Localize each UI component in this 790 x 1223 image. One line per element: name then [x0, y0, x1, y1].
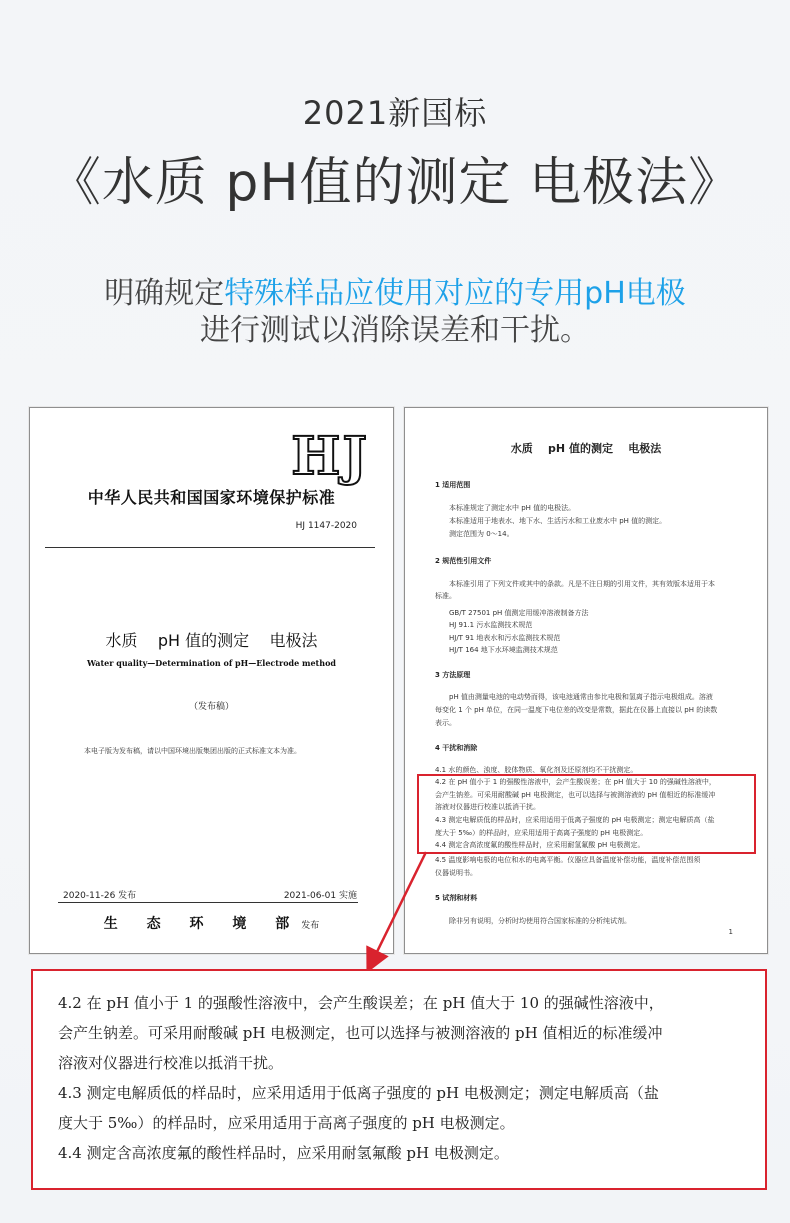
- publish-date: 2020-11-26 发布: [63, 891, 137, 901]
- hj-logo: HJ: [291, 426, 369, 487]
- text-line: 4.5 温度影响电极的电位和水的电离平衡。仪器应具备温度补偿功能，温度补偿范围须: [435, 856, 701, 864]
- standard-cover-page: [29, 407, 394, 954]
- authority-suffix: 发布: [301, 921, 320, 931]
- effective-date: 2021-06-01 实施: [283, 891, 357, 901]
- description-highlight: 特殊样品应使用对应的专用pH电极: [224, 276, 686, 311]
- text-line: 本标准适用于地表水、地下水、生活污水和工业废水中 pH 值的测定。: [449, 517, 667, 525]
- text-line: 仪器说明书。: [435, 869, 477, 877]
- section-heading: 2 规范性引用文件: [435, 557, 492, 565]
- page-title: 《水质 pH值的测定 电极法》: [48, 153, 742, 213]
- subtitle: 2021新国标: [302, 94, 488, 132]
- standard-inner-page: [404, 407, 768, 954]
- text-line: 4.4 测定含高浓度氟的酸性样品时，应采用耐氢氟酸 pH 电极测定。: [435, 841, 645, 849]
- text-line: 4.2 在 pH 值小于 1 的强酸性溶液中，会产生酸误差；在 pH 值大于 10 的强碱性溶液中，: [435, 778, 716, 786]
- text-line: 除非另有说明，分析时均使用符合国家标准的分析纯试剂。: [449, 917, 631, 925]
- cover-divider-bottom: [58, 902, 358, 903]
- standard-code: HJ 1147-2020: [295, 521, 357, 531]
- text-line: 4.3 测定电解质低的样品时，应采用适用于低离子强度的 pH 电极测定；测定电解质高（盐: [435, 816, 715, 824]
- text-line: 表示。: [435, 719, 456, 727]
- text-line: 测定范围为 0～14。: [449, 530, 514, 538]
- section-heading: 4 干扰和消除: [435, 744, 478, 752]
- text-line: pH 值由测量电池的电动势而得，该电池通常由参比电极和氢离子指示电极组成。溶液: [449, 693, 713, 701]
- description-line-2: 进行测试以消除误差和干扰。: [200, 313, 590, 348]
- authority-name: 生 态 环 境 部: [103, 916, 302, 932]
- page-number: 1: [728, 928, 733, 936]
- section-heading: 3 方法原理: [435, 671, 471, 679]
- text-line: HJ/T 91 地表水和污水监测技术规范: [449, 634, 561, 642]
- text-line: 标准。: [435, 592, 456, 600]
- text-line: 每变化 1 个 pH 单位，在同一温度下电位差的改变是常数，据此在仪器上直接以 pH 的读数: [435, 706, 718, 714]
- text-line: 溶液对仪器进行校准以抵消干扰。: [435, 803, 540, 811]
- excerpt-line: 会产生钠差。可采用耐酸碱 pH 电极测定，也可以选择与被测溶液的 pH 值相近的标准缓冲: [58, 1024, 663, 1042]
- description-prefix: 明确规定: [104, 276, 225, 311]
- text-line: 会产生钠差。可采用耐酸碱 pH 电极测定，也可以选择与被测溶液的 pH 值相近的标准缓冲: [435, 791, 716, 799]
- cover-title: 水质 pH 值的测定 电极法: [105, 631, 318, 650]
- text-line: GB/T 27501 pH 值测定用缓冲溶液制备方法: [449, 609, 589, 617]
- text-line: 本标准规定了测定水中 pH 值的电极法。: [449, 504, 576, 512]
- text-line: 度大于 5‰）的样品时，应采用适用于高离子强度的 pH 电极测定。: [435, 829, 648, 837]
- cover-divider: [45, 547, 375, 548]
- highlight-box: [417, 774, 756, 854]
- cover-authority: [30, 913, 393, 933]
- text-line: HJ 91.1 污水监测技术规范: [449, 621, 533, 629]
- inner-page-title: 水质 pH 值的测定 电极法: [510, 442, 662, 455]
- cover-title-english: Water quality—Determination of pH—Electrode method: [87, 658, 336, 668]
- cover-draft-label: （发布稿）: [188, 702, 234, 712]
- cover-note: 本电子版为发布稿，请以中国环境出版集团出版的正式标准文本为准。: [84, 747, 301, 755]
- excerpt-line: 4.2 在 pH 值小于 1 的强酸性溶液中，会产生酸误差；在 pH 值大于 10 的强碱性溶液中，: [58, 994, 664, 1012]
- text-line: HJ/T 164 地下水环境监测技术规范: [449, 646, 558, 654]
- text-line: 4.1 水的颜色、浊度、胶体物质、氧化剂及还原剂均不干扰测定。: [435, 766, 638, 774]
- excerpt-line: 4.3 测定电解质低的样品时，应采用适用于低离子强度的 pH 电极测定；测定电解质高（盐: [58, 1084, 659, 1102]
- section-heading: 1 适用范围: [435, 481, 471, 489]
- cover-organization: 中华人民共和国国家环境保护标准: [87, 488, 336, 507]
- text-line: 本标准引用了下列文件或其中的条款。凡是不注日期的引用文件，其有效版本适用于本: [449, 580, 715, 588]
- section-heading: 5 试剂和材料: [435, 894, 478, 902]
- excerpt-line: 4.4 测定含高浓度氟的酸性样品时，应采用耐氢氟酸 pH 电极测定。: [58, 1144, 509, 1162]
- excerpt-line: 度大于 5‰）的样品时，应采用适用于高离子强度的 pH 电极测定。: [58, 1114, 515, 1132]
- excerpt-line: 溶液对仪器进行校准以抵消干扰。: [58, 1054, 284, 1072]
- excerpt-box: [31, 969, 767, 1190]
